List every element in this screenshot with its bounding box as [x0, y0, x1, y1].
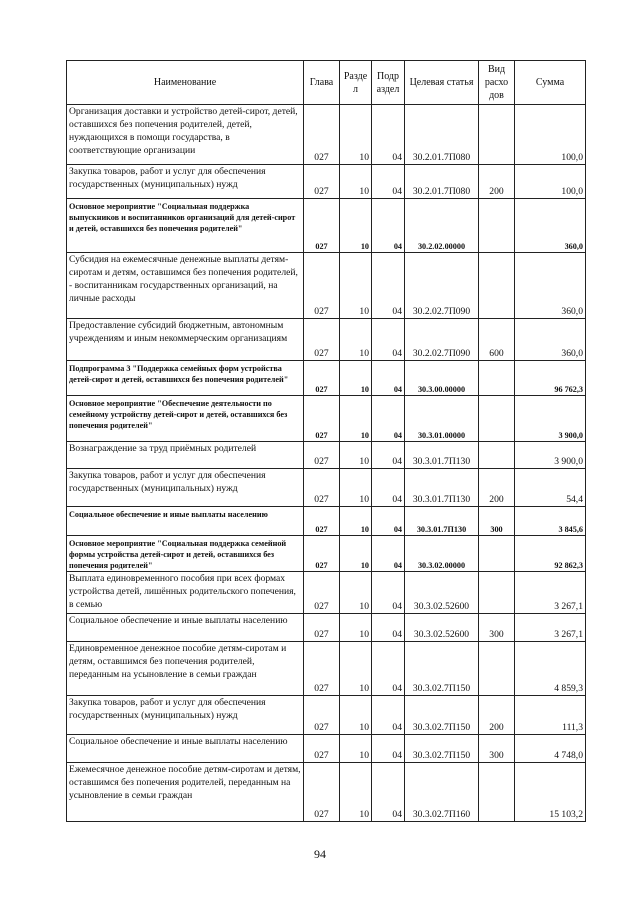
row-razdel: 10 [340, 763, 372, 822]
row-target: 30.3.02.7П150 [405, 696, 479, 735]
row-vid [479, 572, 515, 614]
row-vid [479, 763, 515, 822]
row-sum: 92 862,3 [515, 536, 586, 572]
row-vid [479, 396, 515, 442]
table-row [67, 253, 586, 319]
page-number: 94 [314, 847, 326, 861]
row-glava: 027 [304, 165, 340, 199]
row-glava: 027 [304, 763, 340, 822]
row-name: Организация доставки и устройство детей-сирот, детей, оставшихся без попечения родителей, детей, нуждающихся в помощи государства, в соответствующие организации [67, 105, 304, 165]
header-razdel: Разде л [340, 61, 372, 105]
row-glava: 027 [304, 696, 340, 735]
row-vid: 300 [479, 507, 515, 536]
table-row [67, 696, 586, 735]
table-row [67, 536, 586, 572]
table-row [67, 319, 586, 361]
row-razdel: 10 [340, 319, 372, 361]
row-target: 30.3.02.00000 [405, 536, 479, 572]
row-name: Социальное обеспечение и иные выплаты населению [67, 614, 304, 642]
row-podrazdel: 04 [372, 442, 405, 469]
row-target: 30.3.00.00000 [405, 361, 479, 396]
row-podrazdel: 04 [372, 199, 405, 253]
row-razdel: 10 [340, 105, 372, 165]
row-razdel: 10 [340, 361, 372, 396]
row-target: 30.3.02.52600 [405, 614, 479, 642]
budget-table [66, 60, 586, 822]
table-row [67, 763, 586, 822]
row-sum: 360,0 [515, 199, 586, 253]
row-name: Закупка товаров, работ и услуг для обеспечения государственных (муниципальных) нужд [67, 165, 304, 199]
row-glava: 027 [304, 319, 340, 361]
row-podrazdel: 04 [372, 536, 405, 572]
row-sum: 3 900,0 [515, 442, 586, 469]
table-row [67, 735, 586, 763]
row-podrazdel: 04 [372, 763, 405, 822]
row-podrazdel: 04 [372, 572, 405, 614]
row-razdel: 10 [340, 165, 372, 199]
row-podrazdel: 04 [372, 253, 405, 319]
row-glava: 027 [304, 361, 340, 396]
row-target: 30.2.02.00000 [405, 199, 479, 253]
row-razdel: 10 [340, 536, 372, 572]
row-vid [479, 442, 515, 469]
row-sum: 3 900,0 [515, 396, 586, 442]
header-target: Целевая статья [405, 61, 479, 105]
row-name: Единовременное денежное пособие детям-сиротам и детям, оставшимся без попечения родителей, переданным на усыновление в семьи граждан [67, 642, 304, 696]
row-glava: 027 [304, 507, 340, 536]
row-vid [479, 361, 515, 396]
row-razdel: 10 [340, 614, 372, 642]
row-podrazdel: 04 [372, 642, 405, 696]
row-vid [479, 536, 515, 572]
row-glava: 027 [304, 396, 340, 442]
row-target: 30.2.01.7П080 [405, 165, 479, 199]
row-sum: 3 845,6 [515, 507, 586, 536]
row-glava: 027 [304, 469, 340, 507]
row-name: Основное мероприятие "Социальная поддержка выпускников и воспитанников организаций для детей-сирот и детей, оставшихся без попечения родителей" [67, 199, 304, 253]
row-name: Основное мероприятие "Социальная поддержка семейной формы устройства детей-сирот и детей, оставшихся без попечения родителей" [67, 536, 304, 572]
row-podrazdel: 04 [372, 507, 405, 536]
table-row [67, 105, 586, 165]
row-vid: 300 [479, 614, 515, 642]
row-target: 30.2.01.7П080 [405, 105, 479, 165]
row-glava: 027 [304, 614, 340, 642]
row-target: 30.3.02.7П160 [405, 763, 479, 822]
row-podrazdel: 04 [372, 735, 405, 763]
row-razdel: 10 [340, 396, 372, 442]
row-name: Социальное обеспечение и иные выплаты населению [67, 735, 304, 763]
table-row [67, 507, 586, 536]
row-podrazdel: 04 [372, 319, 405, 361]
row-name: Предоставление субсидий бюджетным, автономным учреждениям и иным некоммерческим организациям [67, 319, 304, 361]
row-sum: 4 859,3 [515, 642, 586, 696]
row-razdel: 10 [340, 199, 372, 253]
row-name: Основное мероприятие "Обеспечение деятельности по семейному устройству детей-сирот и детей, оставшихся без попечения родителей" [67, 396, 304, 442]
row-podrazdel: 04 [372, 361, 405, 396]
row-sum: 15 103,2 [515, 763, 586, 822]
row-name: Социальное обеспечение и иные выплаты населению [67, 507, 304, 536]
row-vid [479, 642, 515, 696]
row-target: 30.3.01.7П130 [405, 469, 479, 507]
header-podrazdel: Подр аздел [372, 61, 405, 105]
row-target: 30.3.02.7П150 [405, 642, 479, 696]
row-vid: 200 [479, 469, 515, 507]
row-vid [479, 253, 515, 319]
row-vid: 600 [479, 319, 515, 361]
row-name: Выплата единовременного пособия при всех формах устройства детей, лишённых родительского попечения, в семью [67, 572, 304, 614]
row-target: 30.3.02.52600 [405, 572, 479, 614]
row-sum: 54,4 [515, 469, 586, 507]
row-name: Закупка товаров, работ и услуг для обеспечения государственных (муниципальных) нужд [67, 469, 304, 507]
row-vid: 200 [479, 696, 515, 735]
row-glava: 027 [304, 199, 340, 253]
row-razdel: 10 [340, 469, 372, 507]
row-target: 30.2.02.7П090 [405, 253, 479, 319]
row-sum: 100,0 [515, 165, 586, 199]
row-vid [479, 105, 515, 165]
row-podrazdel: 04 [372, 396, 405, 442]
row-name: Вознаграждение за труд приёмных родителей [67, 442, 304, 469]
table-row [67, 442, 586, 469]
row-glava: 027 [304, 572, 340, 614]
row-glava: 027 [304, 253, 340, 319]
row-sum: 111,3 [515, 696, 586, 735]
row-podrazdel: 04 [372, 614, 405, 642]
row-razdel: 10 [340, 442, 372, 469]
row-glava: 027 [304, 536, 340, 572]
row-name: Закупка товаров, работ и услуг для обеспечения государственных (муниципальных) нужд [67, 696, 304, 735]
row-name: Подпрограмма 3 "Поддержка семейных форм устройства детей-сирот и детей, оставшихся без попечения родителей" [67, 361, 304, 396]
row-podrazdel: 04 [372, 469, 405, 507]
row-razdel: 10 [340, 572, 372, 614]
row-glava: 027 [304, 442, 340, 469]
header-vid: Вид расхо дов [479, 61, 515, 105]
table-row [67, 361, 586, 396]
row-target: 30.3.01.00000 [405, 396, 479, 442]
row-vid: 200 [479, 165, 515, 199]
row-target: 30.2.02.7П090 [405, 319, 479, 361]
row-sum: 360,0 [515, 319, 586, 361]
row-sum: 100,0 [515, 105, 586, 165]
table-row [67, 165, 586, 199]
table-row [67, 199, 586, 253]
row-vid [479, 199, 515, 253]
row-podrazdel: 04 [372, 696, 405, 735]
table-row [67, 396, 586, 442]
header-row [67, 61, 586, 105]
row-sum: 4 748,0 [515, 735, 586, 763]
row-glava: 027 [304, 642, 340, 696]
row-glava: 027 [304, 105, 340, 165]
row-razdel: 10 [340, 253, 372, 319]
table-row [67, 614, 586, 642]
row-target: 30.3.01.7П130 [405, 507, 479, 536]
header-sum: Сумма [515, 61, 586, 105]
table-row [67, 642, 586, 696]
row-target: 30.3.02.7П150 [405, 735, 479, 763]
row-sum: 96 762,3 [515, 361, 586, 396]
row-sum: 3 267,1 [515, 614, 586, 642]
table-row [67, 572, 586, 614]
row-glava: 027 [304, 735, 340, 763]
table-row [67, 469, 586, 507]
row-vid: 300 [479, 735, 515, 763]
row-name: Ежемесячное денежное пособие детям-сиротам и детям, оставшимся без попечения родителей, переданным на усыновление в семьи граждан [67, 763, 304, 822]
header-name: Наименование [67, 61, 304, 105]
row-podrazdel: 04 [372, 165, 405, 199]
row-razdel: 10 [340, 696, 372, 735]
header-glava: Глава [304, 61, 340, 105]
row-target: 30.3.01.7П130 [405, 442, 479, 469]
row-razdel: 10 [340, 735, 372, 763]
row-name: Субсидия на ежемесячные денежные выплаты детям-сиротам и детям, оставшимся без попечения родителей, - воспитанникам государственных организаций, на личные расходы [67, 253, 304, 319]
row-podrazdel: 04 [372, 105, 405, 165]
row-razdel: 10 [340, 507, 372, 536]
row-sum: 360,0 [515, 253, 586, 319]
row-razdel: 10 [340, 642, 372, 696]
row-sum: 3 267,1 [515, 572, 586, 614]
